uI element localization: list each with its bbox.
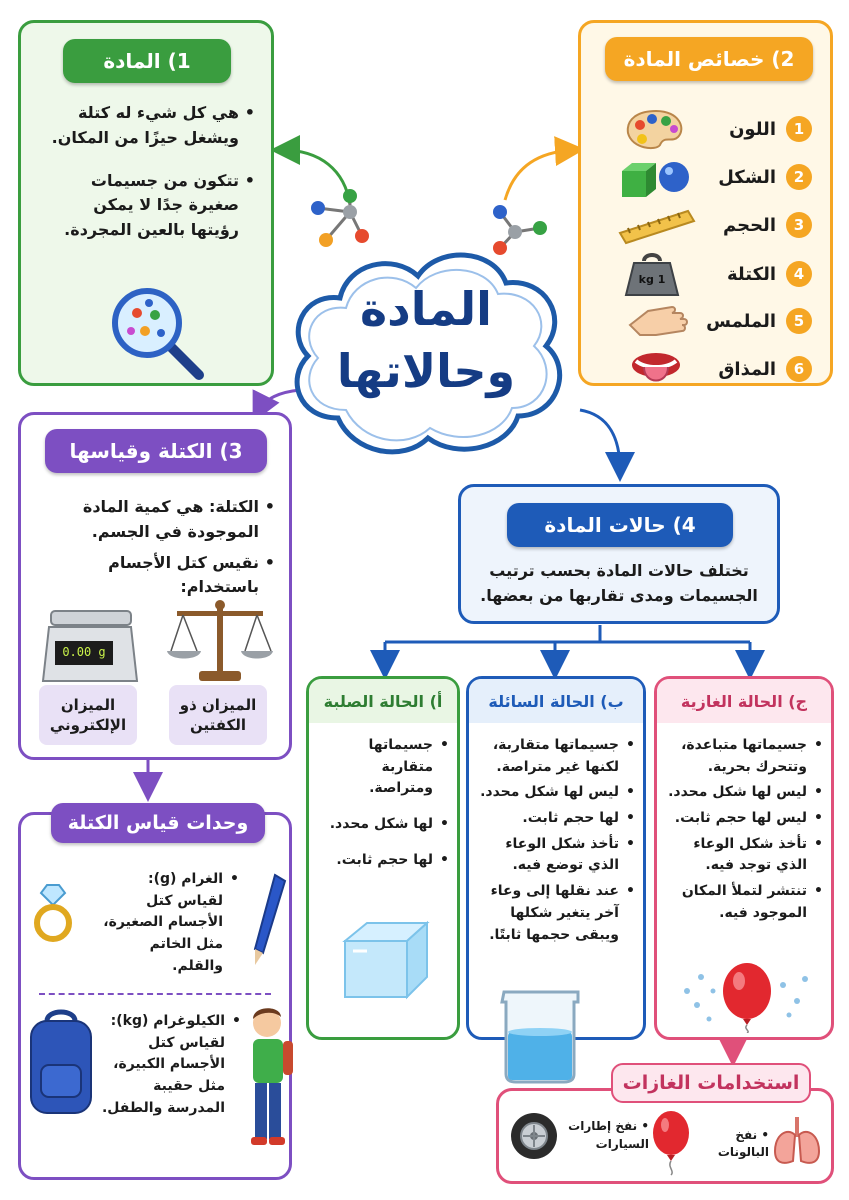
matter-header: 1) المادة (63, 39, 231, 83)
property-row-mass (622, 251, 812, 297)
electronic-scale-icon (37, 605, 143, 685)
property-label: الحجم (723, 214, 776, 236)
property-number: 6 (786, 356, 812, 382)
property-number: 4 (786, 261, 812, 287)
shapes-icon (616, 155, 696, 199)
property-number: 1 (786, 116, 812, 142)
gas-title: ج) الحالة الغازية (657, 679, 831, 723)
property-label: الكتلة (726, 263, 776, 285)
solid-panel (306, 676, 460, 1040)
solid-bullet: • لها شكل محدد. (317, 814, 449, 836)
liquid-bullet: • تأخذ شكل الوعاء الذي توضع فيه. (477, 834, 635, 877)
states-header: 4) حالات المادة (507, 503, 733, 547)
pen-icon (249, 871, 289, 967)
gas-bullet: • ليس لها شكل محدد. (665, 782, 823, 804)
property-number: 5 (786, 308, 812, 334)
gram-bullet: • الغرام (g): لقياس كتل الأجسام الصغيرة، مثل الخاتم والقلم. (99, 869, 239, 977)
arrow-to-matter (282, 150, 350, 205)
property-label: اللون (729, 118, 776, 140)
mass-panel (18, 412, 292, 760)
properties-header: 2) خصائص المادة (605, 37, 813, 81)
magnifier-icon (107, 285, 207, 381)
arrow-to-properties (505, 150, 573, 200)
liquid-bullet: • عند نقلها إلى وعاء آخر يتغير شكلها ويبقى حجمها ثابتًا. (477, 881, 635, 946)
kilogram-bullet-list (99, 1011, 241, 1119)
states-branch (385, 625, 750, 668)
properties-panel (578, 20, 833, 386)
property-row-shape (616, 155, 812, 199)
center-title (278, 278, 574, 402)
ice-cube-icon (337, 915, 435, 1003)
matter-bullets (43, 101, 255, 243)
balance-scale-icon (165, 595, 275, 687)
mass-bullet: • نقيس كتل الأجسام باستخدام: (35, 551, 275, 601)
liquid-bullet: • جسيماتها متقاربة، لكنها غير متراصة. (477, 735, 635, 778)
liquid-bullet: • لها حجم ثابت. (477, 808, 635, 830)
weight-label: 1 kg (638, 273, 666, 286)
child-icon (241, 1003, 297, 1151)
gas-panel (654, 676, 834, 1040)
tire-icon (509, 1111, 559, 1161)
matter-bullet: • تتكون من جسيمات صغيرة جدًا لا يمكن رؤيتها بالعين المجردة. (43, 169, 255, 243)
weight-icon (622, 251, 682, 297)
property-row-texture (626, 301, 812, 341)
ring-icon (29, 881, 77, 947)
matter-panel (18, 20, 274, 386)
gas-bullet: • ليس لها حجم ثابت. (665, 808, 823, 830)
palette-icon (624, 107, 688, 151)
solid-bullet: • جسيماتها متقاربة ومتراصة. (317, 735, 449, 800)
gas-use-balloons: • نفخ البالونات (717, 1128, 769, 1159)
electronic-scale-label: الميزان الإلكتروني (39, 685, 137, 745)
solid-title: أ) الحالة الصلبة (309, 679, 457, 723)
gas-bullet: • جسيماتها متباعدة، وتتحرك بحرية. (665, 735, 823, 778)
beaker-icon (494, 984, 590, 1084)
liquid-title: ب) الحالة السائلة (469, 679, 643, 723)
kilogram-bullet: • الكيلوغرام (kg): لقياس كتل الأجسام الكبيرة، مثل حقيبة المدرسة والطفل. (99, 1011, 241, 1119)
liquid-bullets (477, 735, 635, 946)
gas-bullet: • تنتشر لتملأ المكان الموجود فيه. (665, 881, 823, 924)
center-title-line1: المادة (360, 282, 492, 336)
red-balloon-icon (649, 1109, 693, 1177)
solid-bullets (317, 735, 449, 871)
solid-bullet: • لها حجم ثابت. (317, 850, 449, 872)
scale-display: 0.00 g (62, 645, 106, 659)
units-header: وحدات قياس الكتلة (51, 803, 265, 843)
center-title-line2: وحالاتها (336, 344, 516, 398)
gram-bullet-list (99, 869, 239, 977)
property-row-taste (626, 349, 812, 389)
property-label: الملمس (706, 310, 776, 332)
property-row-color (624, 107, 812, 151)
balloon-icon (679, 961, 815, 1033)
mass-bullets (35, 495, 275, 600)
mass-bullet: • الكتلة: هي كمية المادة الموجودة في الجسم. (35, 495, 275, 545)
gas-bullet: • تأخذ شكل الوعاء الذي توجد فيه. (665, 834, 823, 877)
units-panel (18, 812, 292, 1180)
gas-uses-panel (496, 1072, 834, 1184)
states-panel (458, 484, 780, 624)
gas-use-tires-label: نفخ إطارات السيارات (568, 1119, 649, 1151)
backpack-icon (25, 1007, 97, 1119)
property-number: 3 (786, 212, 812, 238)
gas-use-tires: • نفخ إطارات السيارات (568, 1119, 649, 1151)
tongue-icon (626, 349, 686, 389)
states-description: تختلف حالات المادة بحسب ترتيب الجسيمات ومدى تقاربها من بعضها. (480, 561, 758, 605)
hand-icon (626, 301, 690, 341)
lungs-icon (769, 1113, 825, 1169)
gas-bullets (665, 735, 823, 925)
units-divider (39, 993, 271, 995)
property-label: المذاق (718, 358, 776, 380)
ruler-icon (616, 205, 696, 245)
arrow-to-states (580, 410, 620, 470)
property-label: الشكل (718, 166, 776, 188)
mass-header: 3) الكتلة وقياسها (45, 429, 267, 473)
gas-use-balloons-label: نفخ البالونات (717, 1128, 769, 1159)
matter-bullet: • هي كل شيء له كتلة ويشغل حيزًا من المكان. (43, 101, 255, 151)
property-row-size (616, 205, 812, 245)
liquid-bullet: • ليس لها شكل محدد. (477, 782, 635, 804)
property-number: 2 (786, 164, 812, 190)
gas-uses-header: استخدامات الغازات (611, 1063, 811, 1103)
balance-scale-label: الميزان ذو الكفتين (169, 685, 267, 745)
